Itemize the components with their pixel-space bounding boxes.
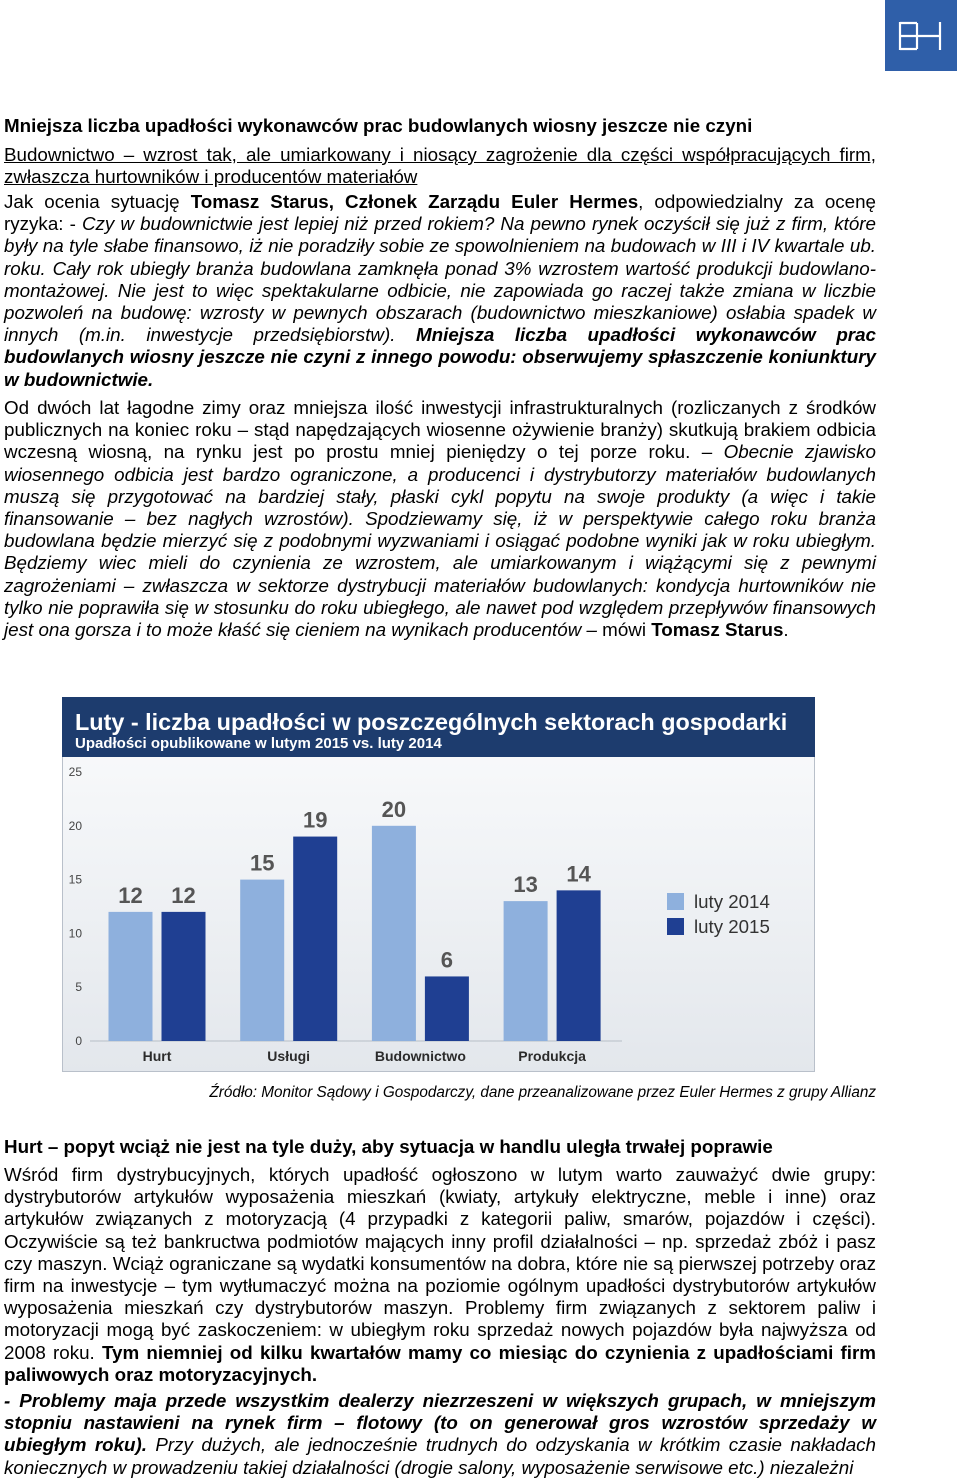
y-tick-label: 5: [75, 980, 82, 995]
text-run: , odpowiedzialny za ocenę ryzyka: -: [4, 191, 877, 235]
bankruptcy-chart: [62, 697, 815, 1072]
legend-label-luty-2014: luty 2014: [694, 891, 770, 912]
y-tick-label: 25: [68, 765, 82, 779]
legend-swatch-luty-2015: [667, 918, 684, 935]
text-run: Od dwóch lat łagodne zimy oraz mniejsza ilość inwestycji infrastrukturalnych (rozliczanych z środków publicznych na koniec roku – stąd napędzających wiosenne ożywienie branży) skutkują brakiem odbicia wczesną wiosną, na rynku jest po prostu mniej pieniędzy o tej porze roku. –: [4, 397, 876, 463]
value-label-luty-2014-hurt: 12: [118, 882, 143, 908]
bar-luty-2015-hurt: [162, 912, 206, 1041]
dealers-paragraph: [4, 1390, 876, 1479]
value-label-luty-2015-budownictwo: 6: [440, 947, 454, 973]
chart-source-caption: Źródło: Monitor Sądowy i Gospodarczy, dane przeanalizowane przez Euler Hermes z grupy Allianz: [209, 1084, 876, 1101]
text-run: .: [783, 619, 789, 641]
legend-label-luty-2015: luty 2015: [694, 916, 770, 937]
chart-subtitle: Upadłości opublikowane w lutym 2015 vs. luty 2014: [75, 735, 442, 752]
value-label-luty-2014-budownictwo: 20: [381, 796, 407, 822]
value-label-luty-2014-uslugi: 15: [249, 850, 275, 876]
speaker-name: Tomasz Starus, Członek Zarządu Euler Hermes: [190, 191, 639, 212]
bar-luty-2014-uslugi: [240, 880, 284, 1041]
text-run: Wśród firm dystrybucyjnych, których upadłość ogłoszono w lutym warto zauważyć dwie grupy: dystrybutorów artykułów wyposażenia mieszkań (kwiaty, artykuły elektryczne, meble i inne) oraz artykułów związanych z motoryzacją (4 przypadki z kategorii paliw, smarów, pojazdów i części). Oczywiście są też bankructwa podmiotów mających inny profil działalności – np. sprzedaż zbóż i pasz czy maszyn. Wciąż ograniczane są wydatki konsumentów na dobra, które nie są pierwszej potrzeby oraz firm na inwestycje – tym wytłumaczyć można na poziomie ogólnym upadłości dystrybutorów artykułów wyposażenia mieszkań czy dystrybutorów maszyn. Problemy firm związanych z sektorem paliw i motoryzacji mogą być zaskoczeniem: w ubiegłym roku sprzedaż nowych pojazdów była najwyższa od 2008 roku.: [4, 1164, 876, 1363]
value-label-luty-2014-produkcja: 13: [513, 872, 538, 898]
quote-emphasis: Mniejsza liczba upadłości wykonawców prac budowlanych wiosny jeszcze nie czyni z innego powodu: obserwujemy spłaszczenie koniunktury w budownictwie.: [4, 324, 876, 390]
value-label-luty-2015-hurt: 12: [171, 882, 196, 908]
category-label-produkcja: Produkcja: [518, 1048, 586, 1064]
section-heading: Hurt – popyt wciąż nie jest na tyle duży, aby sytuacja w handlu uległa trwałej poprawie: [4, 1136, 773, 1157]
quote-text: Obecnie zjawisko wiosennego odbicia jest bardzo ograniczone, a producenci i dystrybutorzy materiałów budowlanych muszą się przygotować na bardziej stały, płaski cykl popytu na swoje produkty (a więc i takie finansowanie – bez nagłych wzrostów). Spodziewamy się, iż w perspektywie całego roku branża budowlana będzie mierzyć się z podobnymi wyzwaniami i osiągać podobne wyniki jak w roku ubiegłym. Będziemy wiec mieli do czynienia ze wzrostem, ale umiarkowanym i wiążącymi się z pewnymi zagrożeniami – zwłaszcza w sektorze dystrybucji materiałów budowlanych: kondycja hurtowników nie tylko nie poprawiła się w stosunku do roku ubiegłego, ale nawet pod względem przepływów finansowych jest ona gorsza i to może kłaść się cieniem na wynikach producentów –: [4, 441, 876, 641]
y-tick-label: 0: [75, 1034, 82, 1048]
article-subtitle: Budownictwo – wzrost tak, ale umiarkowany i niosący zagrożenie dla części współpracujących firm, zwłaszcza hurtowników i producentów materiałów: [4, 144, 876, 188]
legend-swatch-luty-2014: [667, 893, 684, 910]
quote-text: Przy dużych, ale jednocześnie trudnych do odzyskania w krótkim czasie nakładach koniecznych w prowadzeniu takiej działalności (drogie salony, wyposażenie serwisowe etc.) niezależni: [4, 1434, 876, 1478]
bar-luty-2014-hurt: [109, 912, 153, 1041]
quote-emphasis: - Problemy maja przede wszystkim dealerzy niezrzeszeni w większych grupach, w mniejszym stopniu nastawieni na rynek firm – flotowy (to on generował gros wzrostów sprzedaży w ubiegłym roku).: [4, 1390, 876, 1456]
market-paragraph: [4, 397, 876, 641]
bar-luty-2014-produkcja: [504, 901, 548, 1041]
y-tick-label: 15: [68, 872, 82, 887]
category-label-uslugi: Usługi: [267, 1048, 311, 1064]
bar-luty-2015-produkcja: [557, 890, 601, 1041]
chart-canvas: [62, 697, 815, 1072]
y-tick-label: 10: [68, 926, 82, 941]
bar-luty-2015-uslugi: [293, 837, 337, 1041]
intro-paragraph: [4, 191, 876, 391]
bold-text: Tym niemniej od kilku kwartałów mamy co miesiąc do czynienia z upadłościami firm paliwowych oraz motoryzacyjnych.: [4, 1341, 876, 1385]
category-label-hurt: Hurt: [142, 1048, 172, 1064]
category-label-budownictwo: Budownictwo: [374, 1048, 466, 1064]
y-tick-label: 20: [68, 818, 82, 833]
chart-title: Luty - liczba upadłości w poszczególnych sektorach gospodarki: [75, 709, 788, 735]
value-label-luty-2015-produkcja: 14: [566, 861, 591, 887]
plot-area: [69, 765, 770, 1064]
bar-luty-2015-budownictwo: [425, 976, 469, 1041]
text-run: Jak ocenia sytuację: [4, 191, 191, 212]
bar-luty-2014-budownictwo: [372, 826, 416, 1041]
speaker-name: Tomasz Starus: [651, 619, 784, 641]
article-title: Mniejsza liczba upadłości wykonawców prac budowlanych wiosny jeszcze nie czyni: [4, 115, 753, 136]
text-run: mówi: [596, 619, 652, 641]
value-label-luty-2015-uslugi: 19: [302, 807, 328, 833]
quote-text: Czy w budownictwie jest lepiej niż przed rokiem? Na pewno rynek oczyścił się już z firm, które były na tyle słabe finansowo, iż nie poradziły sobie ze spowolnieniem na budowach w III i IV kwartale ub. roku. Cały rok ubiegły branża budowlana zamknęła ponad 3% wzrostem wartość produkcji budowlano-montażowej. Nie jest to więc spektakularne odbicie, nie zapowiada go raczej także zmiana w liczbie pozwoleń na budowę: wzrosty w pewnych obszarach (budownictwo mieszkaniowe) osłabia spadek w innych (m.in. inwestycje przedsiębiorstw).: [4, 213, 876, 346]
euler-hermes-logo: [885, 0, 957, 71]
logo-mark-icon: [885, 0, 957, 71]
wholesale-paragraph: [4, 1164, 876, 1386]
